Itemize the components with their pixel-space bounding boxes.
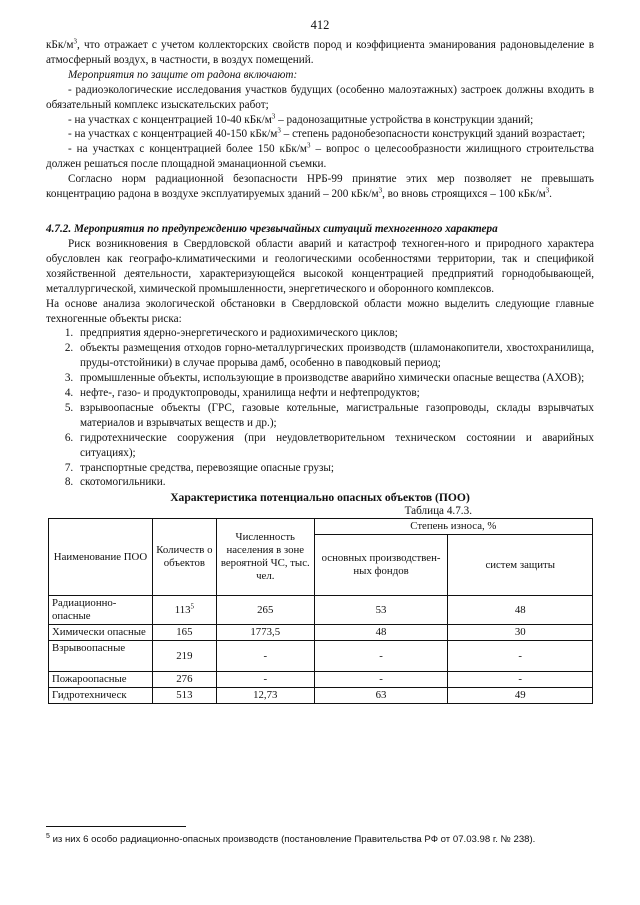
page-number: 412: [310, 18, 330, 32]
table-header-row: [49, 519, 593, 535]
cell-name: Взрывоопасные: [49, 641, 153, 672]
cell-wear-protect: 48: [448, 596, 593, 625]
cell-population: 12,73: [216, 688, 314, 704]
poo-table: [48, 518, 593, 704]
header-name: Наименование ПОО: [49, 519, 153, 596]
cell-name: Химически опасные: [49, 625, 153, 641]
list-item: 2. объекты размещения отходов горно-металлургических производств (шламонакопители, хвостохранилища, пруды-отстойники) в случае прорыва дамб, особенно в паводковый период;: [76, 341, 594, 371]
cell-wear-main: -: [314, 641, 448, 672]
cell-wear-main: -: [314, 672, 448, 688]
risk-objects-list: [46, 326, 594, 490]
cell-count: 276: [152, 672, 216, 688]
cell-name: Гидротехническ: [49, 688, 153, 704]
header-count: Количеств о объектов: [152, 519, 216, 596]
header-wear-protect: систем защиты: [448, 535, 593, 596]
cell-wear-main: 48: [314, 625, 448, 641]
list-item: 7. транспортные средства, перевозящие опасные грузы;: [76, 461, 594, 476]
footnote-mark: 5: [46, 832, 50, 840]
cell-wear-protect: -: [448, 672, 593, 688]
measure-item: - радиоэкологические исследования участков будущих (особенно малоэтажных) застроек должны входить в обязательный комплекс изыскательских работ;: [46, 83, 594, 111]
cell-population: -: [216, 641, 314, 672]
cell-count: 513: [152, 688, 216, 704]
cell-population: -: [216, 672, 314, 688]
intro-paragraph: кБк/$м^3$, что отражает с учетом коллекторских свойств пород и коэффициента эманирования радоновыделение в атмосферный воздух, в частности, в воздух помещений.: [46, 37, 594, 66]
header-population: Численность населения в зоне вероятной ЧС, тыс. чел.: [216, 519, 314, 596]
footnote-ref: 5: [190, 602, 195, 611]
cell-wear-protect: -: [448, 641, 593, 672]
list-item: 6. гидротехнические сооружения (при неудовлетворительном техническом состоянии и аварийных ситуациях);: [76, 431, 594, 461]
list-item: 1. предприятия ядерно-энергетического и радиохимического циклов;: [76, 326, 594, 341]
table-row: [49, 641, 593, 672]
spacer: [46, 202, 594, 222]
table-row: [49, 672, 593, 688]
header-wear-main: основных производствен-ных фондов: [314, 535, 448, 596]
cell-name: Пожароопасные: [49, 672, 153, 688]
table-row: [49, 688, 593, 704]
table-caption: Характеристика потенциально опасных объектов (ПОО): [170, 491, 470, 505]
table-row: [49, 625, 593, 641]
cell-population: 265: [216, 596, 314, 625]
header-wear: Степень износа, %: [314, 519, 592, 535]
table-number: Таблица 4.7.3.: [404, 505, 472, 518]
section-heading: 4.7.2. Мероприятия по предупреждению чрезвычайных ситуаций техногенного характера: [46, 222, 498, 235]
measure-item: - на участках с концентрацией 10-40 кБк/$м^3$ – радонозащитные устройства в конструкции зданий;: [68, 111, 534, 126]
cell-wear-protect: 30: [448, 625, 593, 641]
cell-count: $113^5$: [152, 596, 216, 625]
page-content: [46, 38, 594, 704]
list-item: 5. взрывоопасные объекты (ГРС, газовые котельные, магистральные газопроводы, склады взрывчатых материалов и взрывчатых веществ и др.);: [76, 401, 594, 431]
measure-item: - на участках с концентрацией 40-150 кБк/$м^3$ – степень радонобезопасности конструкций зданий возрастает;: [68, 126, 586, 141]
measure-item: - на участках с концентрацией более 150 кБк/$м^3$ – вопрос о целесообразности жилищного строительства должен решаться после площадной эманационной съемки.: [46, 141, 594, 171]
list-item: 4. нефте-, газо- и продуктопроводы, хранилища нефти и нефтепродуктов;: [76, 386, 594, 401]
cell-name: Радиационно-опасные: [49, 596, 153, 625]
cell-wear-main: 53: [314, 596, 448, 625]
norm-paragraph: Согласно норм радиационной безопасности НРБ-99 принятие этих мер позволяет не превышать концентрацию радона в воздухе эксплуатируемых зданий – 200 кБк/$м^3$, во вновь строящихся – 100 кБк/$м^3$.: [46, 173, 594, 201]
section-paragraph: На основе анализа экологической обстановки в Свердловской области можно выделить следующие главные техногенные объекты риска:: [46, 297, 594, 325]
footnote-divider: [46, 826, 186, 827]
measures-heading: Мероприятия по защите от радона включают:: [68, 68, 298, 81]
cell-count: 219: [152, 641, 216, 672]
cell-count: 165: [152, 625, 216, 641]
cell-population: 1773,5: [216, 625, 314, 641]
list-item: 8. скотомогильники.: [76, 475, 594, 490]
footnote: [46, 834, 606, 846]
footnote-text: из них 6 особо радиационно-опасных производств (постановление Правительства РФ от 07.03.98 г. № 238).: [49, 834, 536, 845]
cell-wear-main: 63: [314, 688, 448, 704]
cell-wear-protect: 49: [448, 688, 593, 704]
table-row: [49, 596, 593, 625]
section-paragraph: Риск возникновения в Свердловской области аварий и катастроф техноген-ного и природного характера обусловлен как географо-климатическими и геологическими особенностями территории, так и спецификой хозяйственной деятельности, характеризующейся высокой концентрацией предприятий горнодобывающей, металлургической, химической промышленности, энергетического и оборонного комплексов.: [46, 237, 594, 295]
list-item: 3. промышленные объекты, использующие в производстве аварийно химически опасные вещества (АХОВ);: [76, 371, 594, 386]
